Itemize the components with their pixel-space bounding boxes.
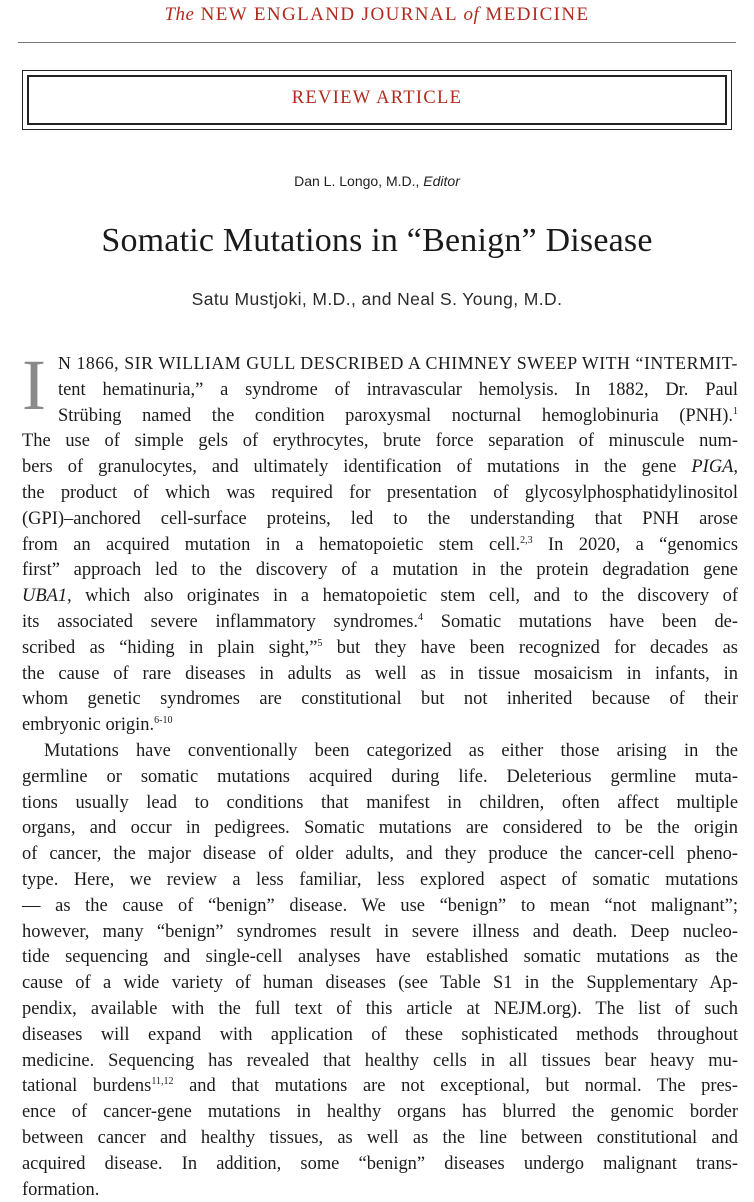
body-line (22, 403, 738, 429)
body-line: tions usually lead to conditions that manifest in children, often affect multiple (22, 790, 738, 816)
section-label-box (22, 70, 732, 130)
citation-ref: 5 (317, 638, 322, 649)
citation-ref: 2,3 (520, 535, 533, 546)
body-line (22, 454, 738, 480)
masthead-the: The (164, 4, 194, 25)
body-line: (GPI)–anchored cell-surface proteins, led to the understanding that PNH arose (22, 506, 738, 532)
body-line: acquired disease. In addition, some “benign” diseases undergo malignant trans- (22, 1151, 738, 1177)
article-title: Somatic Mutations in “Benign” Disease (0, 222, 754, 260)
citation-ref: 11,12 (151, 1076, 173, 1087)
body-text: Somatic mutations have been de- (423, 611, 738, 631)
body-line: type. Here, we review a less familiar, less explored aspect of somatic mutations (22, 867, 738, 893)
body-line (22, 583, 738, 609)
body-text: bers of granulocytes, and ultimately identification of mutations in the gene (22, 456, 676, 476)
body-text: which also originates in a hematopoietic stem cell, and to the discovery of (72, 585, 738, 605)
gene-name: UBA1, (22, 585, 72, 605)
body-line: however, many “benign” syndromes result in severe illness and death. Deep nucleo- (22, 919, 738, 945)
body-text: and that mutations are not exceptional, but normal. The pres- (173, 1075, 738, 1095)
editor-role: Editor (423, 173, 460, 189)
body-text: but they have been recognized for decades as (322, 637, 738, 657)
body-line: whom genetic syndromes are constitutional but not inherited because of their (22, 686, 738, 712)
body-line (22, 1073, 738, 1099)
header-divider (18, 42, 736, 43)
body-line: pendix, available with the full text of this article at NEJM.org). The list of such (22, 996, 738, 1022)
body-line: medicine. Sequencing has revealed that healthy cells in all tissues bear heavy mu- (22, 1048, 738, 1074)
citation-ref: 4 (418, 612, 423, 623)
masthead-name-a: NEW ENGLAND JOURNAL (201, 4, 458, 25)
body-text: embryonic origin. (22, 714, 154, 734)
body-line: tent hematinuria,” a syndrome of intravascular hemolysis. In 1882, Dr. Paul (22, 377, 738, 403)
citation-ref: 1 (733, 406, 738, 417)
body-line (22, 609, 738, 635)
drop-cap: I (22, 355, 46, 415)
article-authors: Satu Mustjoki, M.D., and Neal S. Young, M.D. (0, 289, 754, 310)
body-line: the product of which was required for presentation of glycosylphosphatidylinositol (22, 480, 738, 506)
body-line (22, 532, 738, 558)
body-text: from an acquired mutation in a hematopoietic stem cell. (22, 534, 520, 554)
body-line: cause of a wide variety of human diseases (see Table S1 in the Supplementary Ap- (22, 970, 738, 996)
body-line: tide sequencing and single-cell analyses have established somatic mutations as the (22, 944, 738, 970)
section-label-inner-frame (27, 75, 727, 125)
body-line: between cancer and healthy tissues, as well as the line between constitutional and (22, 1125, 738, 1151)
section-label: REVIEW ARTICLE (292, 88, 462, 109)
body-line: Mutations have conventionally been categorized as either those arising in the (22, 738, 738, 764)
body-text: tational burdens (22, 1075, 151, 1095)
body-line: of cancer, the major disease of older adults, and they produce the cancer-cell pheno- (22, 841, 738, 867)
body-line: germline or somatic mutations acquired during life. Deleterious germline muta- (22, 764, 738, 790)
body-text: Strübing named the condition paroxysmal nocturnal hemoglobinuria (PNH). (58, 405, 733, 425)
body-line (22, 635, 738, 661)
body-line: formation. (22, 1177, 738, 1202)
body-line: the cause of rare diseases in adults as well as in tissue mosaicism in infants, in (22, 661, 738, 687)
body-text: In 2020, a “genomics (533, 534, 738, 554)
body-line: ence of cancer-gene mutations in healthy organs has blurred the genomic border (22, 1099, 738, 1125)
body-text: its associated severe inflammatory syndromes. (22, 611, 418, 631)
body-text: scribed as “hiding in plain sight,” (22, 637, 317, 657)
body-line: diseases will expand with application of these sophisticated methods throughout (22, 1022, 738, 1048)
gene-name: PIGA, (691, 456, 738, 476)
citation-ref: 6-10 (154, 715, 172, 726)
masthead-of: of (463, 4, 479, 25)
body-line: N 1866, SIR WILLIAM GULL DESCRIBED A CHIMNEY SWEEP WITH “INTERMIT- (22, 351, 738, 377)
body-line (22, 712, 738, 738)
editor-name: Dan L. Longo, M.D., (294, 173, 419, 189)
body-line: The use of simple gels of erythrocytes, brute force separation of minuscule num- (22, 428, 738, 454)
body-line: first” approach led to the discovery of a mutation in the protein degradation gene (22, 557, 738, 583)
body-line: organs, and occur in pedigrees. Somatic mutations are considered to be the origin (22, 815, 738, 841)
editor-credit (0, 173, 754, 189)
journal-masthead (0, 4, 754, 26)
body-line: — as the cause of “benign” disease. We use “benign” to mean “not malignant”; (22, 893, 738, 919)
article-body (22, 351, 738, 1202)
masthead-name-b: MEDICINE (485, 4, 589, 25)
